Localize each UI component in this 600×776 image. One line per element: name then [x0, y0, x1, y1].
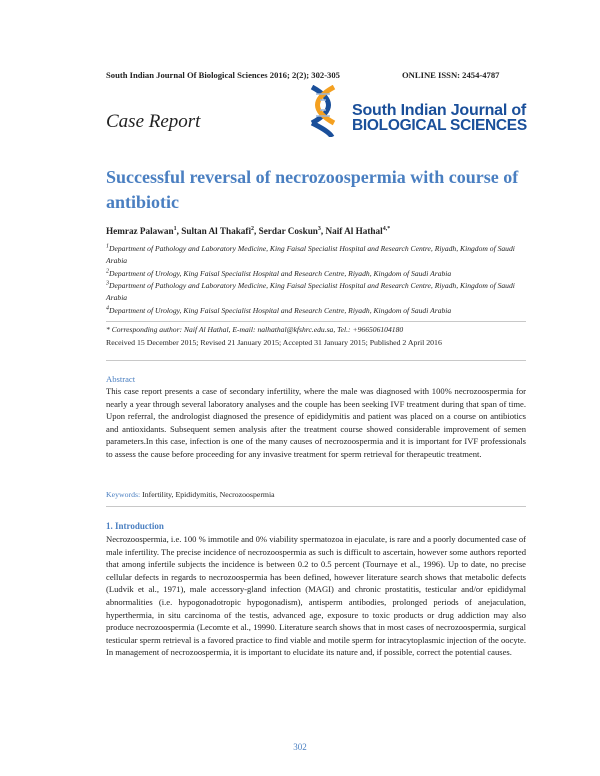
affiliation-mark: 4 — [106, 305, 109, 312]
affiliation-mark: 3 — [106, 280, 109, 287]
divider — [106, 506, 526, 507]
abstract-heading: Abstract — [106, 374, 136, 384]
affiliation-mark: 2 — [106, 268, 109, 275]
affiliation-text: Department of Urology, King Faisal Specialist Hospital and Research Centre, Riyadh, Kingdom of Saudi Arabia — [109, 269, 452, 278]
author-affiliation-mark: 1 — [173, 225, 177, 232]
author-affiliation-mark: 3 — [317, 225, 321, 232]
affiliation-text: Department of Pathology and Laboratory Medicine, King Faisal Specialist Hospital and Research Centre, Riyadh, Kingdom of Saudi Arabia — [106, 281, 515, 302]
keywords — [106, 490, 275, 499]
affiliation-text: Department of Pathology and Laboratory Medicine, King Faisal Specialist Hospital and Research Centre, Riyadh, Kingdom of Saudi Arabia — [106, 244, 515, 265]
affiliation — [106, 268, 526, 280]
journal-header — [106, 70, 506, 80]
author-name: Serdar Coskun — [258, 226, 318, 236]
author-affiliation-mark: 4,* — [382, 225, 391, 232]
article-type: Case Report — [106, 111, 201, 132]
received-dates: Received 15 December 2015; Revised 21 January 2015; Accepted 31 January 2015; Published 2 April 2016 — [106, 338, 442, 347]
affiliation — [106, 280, 526, 304]
keywords-label: Keywords: — [106, 490, 141, 499]
affiliation-mark: 1 — [106, 243, 109, 250]
introduction-text: Necrozoospermia, i.e. 100 % immotile and 0% viability spermatozoa in ejaculate, is rare and a poorly documented case of male infertility. The precise incidence of necrozoospermia as such is difficult to ascertain, however some authors reported that among infertile subjects the incidence is between 0.2 to 0.5 percent (Tournaye et al., 1996). Up to date, no precise cellular defects in regards to necrozoospermia has been defined, however literature search shows that metabolic defects (Ludvik et al., 1971), male accessory-gland infection (MAGI) and chronic prostatitis, testicular and/or epididymal abnormalities (i.e. hypogonadotropic hypogonadism), antisperm antibodies, prolonged periods of anejaculation, hyperthermia, in situ carcinoma of the testis, advanced age, exposure to toxic products or drug addiction may also produce necrozoospermia (Lecomte et al., 19990. Literature search shows that in most cases of necrozoospermia, surgical testicular sperm retrieval is a favored practice to find viable and motile sperm for intracytoplasmic injection of the oocyte. In management of necrozoospermia, it is important to elucidate its nature and, if possible, correct the potential causes. — [106, 534, 526, 658]
affiliation — [106, 305, 526, 317]
author-list: Hemraz Palawan$^1$, Sultan Al Thakafi$^2$, Serdar Coskun$^3$, Naif Al Hathal$^{4,*}$ — [106, 225, 391, 236]
divider — [106, 360, 526, 361]
affiliation-text: Department of Urology, King Faisal Specialist Hospital and Research Centre, Riyadh, Kingdom of Saudi Arabia — [109, 306, 452, 315]
page-number: 302 — [293, 742, 307, 752]
author-name: Hemraz Palawan — [106, 226, 174, 236]
abstract-text: This case report presents a case of secondary infertility, where the male was diagnosed with 100% necrozoospermia for nearly a year through several laboratory analyses and the couple has been seeking IVF treatment during that span of time. Upon referral, the andrologist diagnosed the presence of epididymitis and patient was placed on a course on antibiotics and antioxidants. Subsequent semen analysis after the treatment course showed considerable improvement of semen parameters.In this case, infection is one of the many causes of necrozoospermia and it is important for IVF professionals to assess the cause before proceeding for any invasive treatment for sperm retrieval for therapeutic treatment. — [106, 386, 526, 459]
affiliation — [106, 243, 526, 267]
journal-reference: South Indian Journal Of Biological Sciences 2016; 2(2); 302-305 — [106, 70, 340, 80]
author-name: Naif Al Hathal — [325, 226, 383, 236]
dna-helix-icon — [304, 85, 350, 137]
logo-line-1: South Indian Journal of — [352, 102, 527, 119]
issn: ONLINE ISSN: 2454-4787 — [402, 70, 500, 80]
logo-line-2: BIOLOGICAL SCIENCES — [352, 117, 527, 134]
keywords-value: Infertility, Epididymitis, Necrozoospermia — [142, 490, 275, 499]
author-affiliation-mark: 2 — [251, 225, 255, 232]
corresponding-author: * Corresponding author: Naif Al Hathal, E-mail: nalhathal@kfshrc.edu.sa, Tel.: +966506104180 — [106, 325, 404, 334]
author-name: Sultan Al Thakafi — [181, 226, 252, 236]
divider — [106, 321, 526, 322]
paper-title: Successful reversal of necrozoospermia with course of antibiotic — [106, 167, 519, 212]
journal-logo — [304, 85, 527, 137]
section-heading: 1. Introduction — [106, 521, 164, 531]
